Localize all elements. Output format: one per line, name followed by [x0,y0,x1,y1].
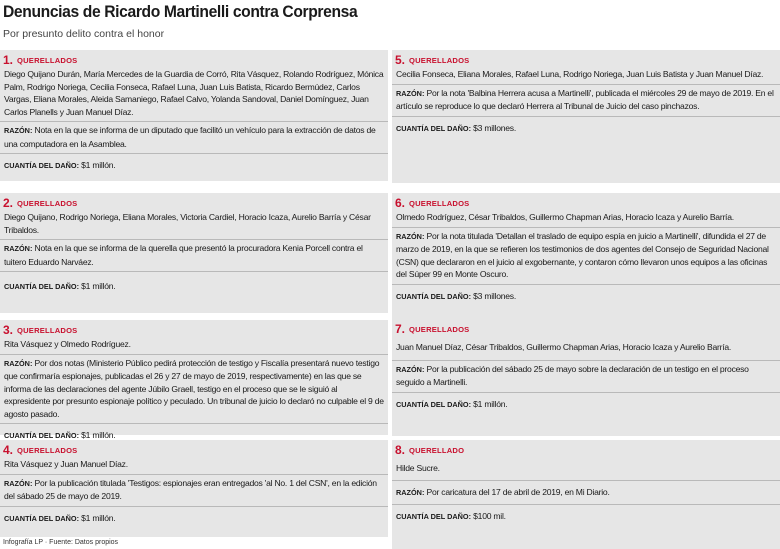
case-damage [392,117,780,140]
case-people: Diego Quijano, Rodrigo Noriega, Eliana Morales, Victoria Cardiel, Horacio Icaza, Aurelio Barría y César Tribaldos. [0,209,388,240]
case-damage-value: $1 millón. [81,512,116,523]
case-damage [392,505,780,528]
case-reason [392,481,780,506]
case-reason [0,240,388,272]
case-role-label: QUERELLADOS [17,326,78,335]
reason-label: RAZÓN: [396,88,425,98]
case-role-label: QUERELLADOS [17,199,78,208]
case-damage-value: $100 mil. [473,511,506,521]
case-damage [0,507,388,530]
case-number: 2. [3,196,14,210]
reason-label: RAZÓN: [4,478,33,488]
case-header [392,193,780,209]
case-reason [392,85,780,117]
case-people: Hilde Sucre. [392,456,780,481]
damage-label: CUANTÍA DEL DAÑO: [396,512,471,521]
case-reason-text: Por la nota 'Balbina Herrera acusa a Martinelli', publicada el miércoles 29 de mayo de 2019. En el artículo se reproduce lo que declaró Herrera al Tribunal de Juicio del caso pinchazos. [396,87,774,111]
case-header [0,193,388,209]
case-reason-text: Por la publicación titulada 'Testigos: espionajes eran entregados 'al No. 1 del CSN', en la edición del sábado 25 de mayo de 2019. [4,477,377,501]
case-role-label: QUERELLADOS [17,446,78,455]
case-card-1 [0,50,388,181]
case-reason [392,228,780,285]
case-people: Diego Quijano Durán, María Mercedes de la Guardia de Corró, Rita Vásquez, Rolando Rodríguez, Mónica Palm, Rodrigo Noriega, Cecilia Fonseca, Rafael Luna, Juan Luis Batista, Ricardo Bermúdez, Carlos Vargas, Eliana Morales, Aleida Samaniego, Rafael Calvo, Yolanda Sandoval, Daniel Domínguez, Juan Carlos Planells y Juan Manuel Díaz. [0,66,388,122]
case-card-8 [392,440,780,549]
case-reason [0,355,388,425]
damage-label: CUANTÍA DEL DAÑO: [4,431,79,440]
case-header [392,319,780,335]
source-credit: Infografía LP · Fuente: Datos propios [3,539,119,546]
case-reason [392,361,780,393]
case-number: 6. [395,196,406,210]
case-people: Olmedo Rodríguez, César Tribaldos, Guillermo Chapman Arias, Horacio Icaza y Aurelio Barría. [392,209,780,228]
case-damage-value: $3 millones. [473,290,516,301]
reason-label: RAZÓN: [4,358,33,368]
case-number: 1. [3,53,14,67]
case-damage-value: $1 millón. [81,281,116,291]
case-header [0,320,388,336]
case-reason-text: Por la nota titulada 'Detallan el traslado de equipo espía en juicio a Martinelli', difundida el 27 de marzo de 2019, en la que se refieren los testimonios de dos agentes del Consejo de Seguridad Nacional (CSN) que declararon en el juicio al exgobernante, y contaron cómo llevaron unos equipos a las oficinas del Súper 99 en Monte Oscuro. [396,230,769,279]
case-card-2 [0,193,388,313]
damage-label: CUANTÍA DEL DAÑO: [4,282,79,291]
case-damage-value: $3 millones. [473,122,516,133]
case-number: 3. [3,323,14,337]
case-reason [0,122,388,154]
case-role-label: QUERELLADOS [409,56,470,65]
case-role-label: QUERELLADOS [17,56,78,65]
case-damage [392,393,780,416]
case-reason-text: Nota en la que se informa de un diputado que facilitó un vehículo para la extracción de datos de una computadora en la Asamblea. [4,125,376,149]
case-people: Cecilia Fonseca, Eliana Morales, Rafael Luna, Rodrigo Noriega, Juan Luis Batista y Juan Manuel Díaz. [392,66,780,85]
case-damage-value: $1 millón. [81,430,116,440]
case-header [392,50,780,66]
damage-label: CUANTÍA DEL DAÑO: [4,161,79,170]
case-role-label: QUERELLADOS [409,199,470,208]
case-number: 7. [395,322,406,336]
case-role-label: QUERELLADOS [409,325,470,334]
case-people: Rita Vásquez y Juan Manuel Díaz. [0,456,388,475]
case-reason-text: Por dos notas (Ministerio Público pedirá protección de testigo y Fiscalía presentará nuevo testigo que confirmaría espionajes, publicadas el 26 y 27 de mayo de 2019, respectivamente) en las que se informa de las declaraciones del agente Júbilo Graell, testigo en el proceso que se le siguió al expresidente por presunto espionaje político y peculado. Un tribunal de juicio lo declaró no culpable el 9 de agosto pasado. [4,357,384,419]
reason-label: RAZÓN: [396,231,425,241]
case-card-4 [0,440,388,537]
reason-label: RAZÓN: [4,126,33,135]
reason-label: RAZÓN: [396,364,425,374]
case-card-5 [392,50,780,183]
reason-label: RAZÓN: [396,487,425,497]
page-subtitle: Por presunto delito contra el honor [3,28,165,40]
case-header [0,440,388,456]
case-reason-text: Por caricatura del 17 de abril de 2019, en Mi Diario. [426,486,610,497]
damage-label: CUANTÍA DEL DAÑO: [396,399,471,409]
case-number: 5. [395,53,406,67]
case-people: Juan Manuel Díaz, César Tribaldos, Guillermo Chapman Arias, Horacio Icaza y Aurelio Barría. [392,335,780,361]
case-number: 4. [3,443,14,457]
reason-label: RAZÓN: [4,244,33,253]
case-damage [0,154,388,177]
case-reason [0,475,388,507]
case-damage [0,272,388,298]
case-role-label: QUERELLADO [409,446,465,455]
case-header [392,440,780,456]
damage-label: CUANTÍA DEL DAÑO: [4,513,79,523]
page-title: Denuncias de Ricardo Martinelli contra Corprensa [3,2,358,21]
case-card-3 [0,320,388,440]
case-people: Rita Vásquez y Olmedo Rodríguez. [0,336,388,355]
case-card-7 [392,319,780,436]
case-damage-value: $1 millón. [81,160,116,170]
case-damage-value: $1 millón. [473,398,508,409]
case-damage [392,285,780,308]
case-header [0,50,388,66]
case-number: 8. [395,443,406,457]
case-reason-text: Por la publicación del sábado 25 de mayo sobre la declaración de un testigo en el proceso seguido a Martinelli. [396,363,749,387]
damage-label: CUANTÍA DEL DAÑO: [396,123,471,133]
damage-label: CUANTÍA DEL DAÑO: [396,291,471,301]
case-reason-text: Nota en la que se informa de la querella que presentó la procuradora Kenia Porcell contra el tuitero Eduardo Narváez. [4,243,363,267]
